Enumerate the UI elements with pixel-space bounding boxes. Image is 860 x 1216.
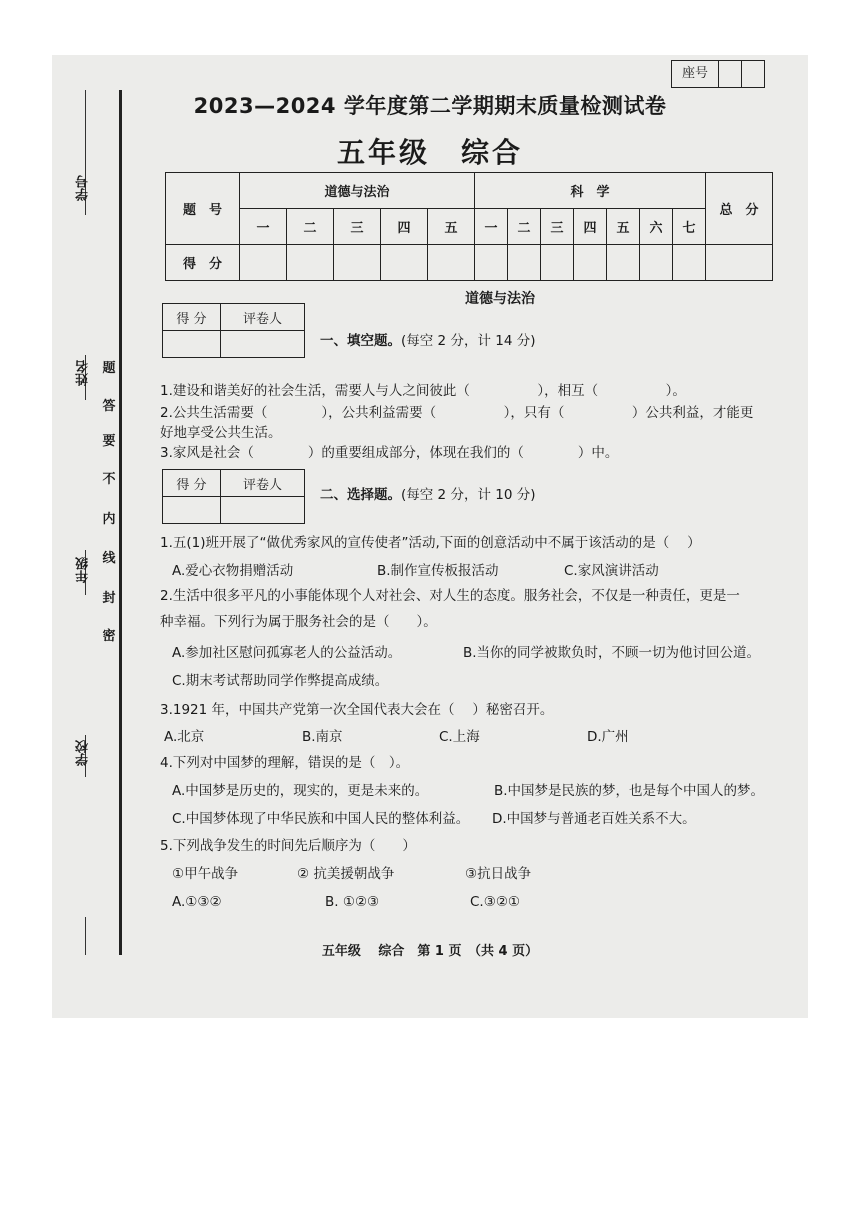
grader-cell [221, 497, 305, 524]
name-label: 姓名 [76, 360, 91, 386]
fill-q1: 1.建设和谐美好的社会生活，需要人与人之间彼此（ ），相互（ ）。 [160, 383, 686, 399]
choice-q4-opt-b: B.中国梦是民族的梦，也是每个中国人的梦。 [494, 783, 765, 799]
col-header: 三 [334, 209, 381, 245]
row-label-score: 得 分 [166, 245, 240, 281]
grader-score-cell [163, 497, 221, 524]
choice-q2-opt-b: B.当你的同学被欺负时，不顾一切为他讨回公道。 [463, 645, 761, 661]
total-header: 总 分 [706, 173, 773, 245]
col-header: 五 [428, 209, 475, 245]
choice-q5-item-1: ①甲午战争 [172, 866, 239, 882]
part1-note: (每空 2 分，计 14 分) [401, 333, 536, 349]
seal-char: 密 [102, 629, 116, 644]
col-header: 六 [640, 209, 673, 245]
choice-q3-opt-c: C.上海 [439, 729, 480, 745]
school-label: 学校 [76, 740, 91, 766]
exam-title: 2023—2024 学年度第二学期期末质量检测试卷 [193, 94, 667, 118]
fill-q2-line2: 好地享受公共生活。 [160, 425, 282, 441]
choice-q2-line1: 2.生活中很多平凡的小事能体现个人对社会、对人生的态度。服务社会，不仅是一种责任，更是一 [160, 588, 740, 604]
score-cell [673, 245, 706, 281]
part2-note: (每空 2 分，计 10 分) [401, 487, 536, 503]
section-title: 道德与法治 [465, 291, 535, 307]
choice-q5-opt-c: C.③②① [470, 894, 521, 910]
group-header-morality: 道德与法治 [240, 173, 475, 209]
page-footer: 五年级 综合 第 1 页 （共 4 页） [321, 944, 539, 959]
choice-q2-line2: 种幸福。下列行为属于服务社会的是（ ）。 [160, 614, 437, 630]
seal-char: 答 [102, 399, 116, 414]
grader-score-label: 得 分 [163, 470, 221, 497]
score-cell [574, 245, 607, 281]
choice-q5-item-2: ② 抗美援朝战争 [297, 866, 395, 882]
score-cell [287, 245, 334, 281]
seat-number-box [671, 60, 765, 88]
col-header: 四 [381, 209, 428, 245]
choice-q3: 3.1921 年，中国共产党第一次全国代表大会在（ ）秘密召开。 [160, 702, 554, 718]
choice-q5-opt-a: A.①③② [172, 894, 222, 910]
part1-heading [320, 331, 535, 351]
grader-score-cell [163, 331, 221, 358]
seal-char: 内 [102, 512, 116, 527]
row-label-number: 题 号 [166, 173, 240, 245]
choice-q1-opt-b: B.制作宣传板报活动 [377, 563, 499, 579]
choice-q1-opt-c: C.家风演讲活动 [564, 563, 659, 579]
score-cell [640, 245, 673, 281]
col-header: 一 [240, 209, 287, 245]
group-header-science: 科 学 [475, 173, 706, 209]
margin-gap [83, 400, 88, 550]
grader-cell [221, 331, 305, 358]
seal-char: 线 [102, 551, 116, 566]
seal-char: 题 [102, 361, 116, 376]
choice-q4: 4.下列对中国梦的理解，错误的是（ ）。 [160, 755, 410, 771]
score-cell [428, 245, 475, 281]
score-table [165, 172, 773, 281]
col-header: 四 [574, 209, 607, 245]
col-header: 一 [475, 209, 508, 245]
choice-q5-opt-b: B. ①②③ [325, 894, 380, 910]
choice-q2-opt-c: C.期末考试帮助同学作弊提高成绩。 [172, 673, 389, 689]
score-cell [541, 245, 574, 281]
col-header: 二 [287, 209, 334, 245]
col-header: 三 [541, 209, 574, 245]
choice-q1-opt-a: A.爱心衣物捐赠活动 [172, 563, 294, 579]
grader-label: 评卷人 [221, 304, 305, 331]
seat-number-label: 座号 [672, 61, 719, 87]
score-cell [508, 245, 541, 281]
exam-sheet [52, 55, 808, 1018]
part1-heading-text: 一、填空题。 [320, 333, 401, 349]
score-cell [381, 245, 428, 281]
margin-gap [83, 777, 88, 917]
col-header: 二 [508, 209, 541, 245]
seat-number-cell [742, 61, 764, 87]
col-header: 七 [673, 209, 706, 245]
choice-q4-opt-c: C.中国梦体现了中华民族和中国人民的整体利益。 [172, 811, 470, 827]
choice-q4-opt-a: A.中国梦是历史的，现实的，更是未来的。 [172, 783, 429, 799]
score-cell [334, 245, 381, 281]
grader-box-part2 [162, 469, 305, 524]
grader-score-label: 得 分 [163, 304, 221, 331]
exam-subtitle: 五年级 综合 [336, 136, 523, 169]
choice-q3-opt-a: A.北京 [164, 729, 205, 745]
fill-q2-line1: 2.公共生活需要（ ），公共利益需要（ ），只有（ ）公共利益，才能更 [160, 405, 754, 421]
seat-number-cell [719, 61, 742, 87]
seal-char: 要 [102, 434, 116, 449]
choice-q3-opt-b: B.南京 [302, 729, 343, 745]
choice-q2-opt-a: A.参加社区慰问孤寡老人的公益活动。 [172, 645, 402, 661]
score-cell [240, 245, 287, 281]
total-score-cell [706, 245, 773, 281]
grader-box-part1 [162, 303, 305, 358]
fill-q3: 3.家风是社会（ ）的重要组成部分，体现在我们的（ ）中。 [160, 445, 619, 461]
choice-q1: 1.五(1)班开展了“做优秀家风的宣传使者”活动,下面的创意活动中不属于该活动的是（ ） [160, 535, 701, 551]
student-id-label: 学号 [76, 175, 91, 201]
col-header: 五 [607, 209, 640, 245]
margin-gap [83, 215, 88, 355]
seal-char: 不 [102, 472, 116, 487]
part2-heading [320, 485, 535, 505]
choice-q3-opt-d: D.广州 [587, 729, 629, 745]
grade-label: 年级 [76, 557, 91, 583]
margin-gap [83, 595, 88, 735]
choice-q5: 5.下列战争发生的时间先后顺序为（ ） [160, 838, 416, 854]
part2-heading-text: 二、选择题。 [320, 487, 401, 503]
choice-q5-item-3: ③抗日战争 [465, 866, 532, 882]
score-cell [475, 245, 508, 281]
grader-label: 评卷人 [221, 470, 305, 497]
seal-char: 封 [102, 591, 116, 606]
choice-q4-opt-d: D.中国梦与普通老百姓关系不大。 [492, 811, 696, 827]
score-cell [607, 245, 640, 281]
binding-line-thick [119, 90, 122, 955]
